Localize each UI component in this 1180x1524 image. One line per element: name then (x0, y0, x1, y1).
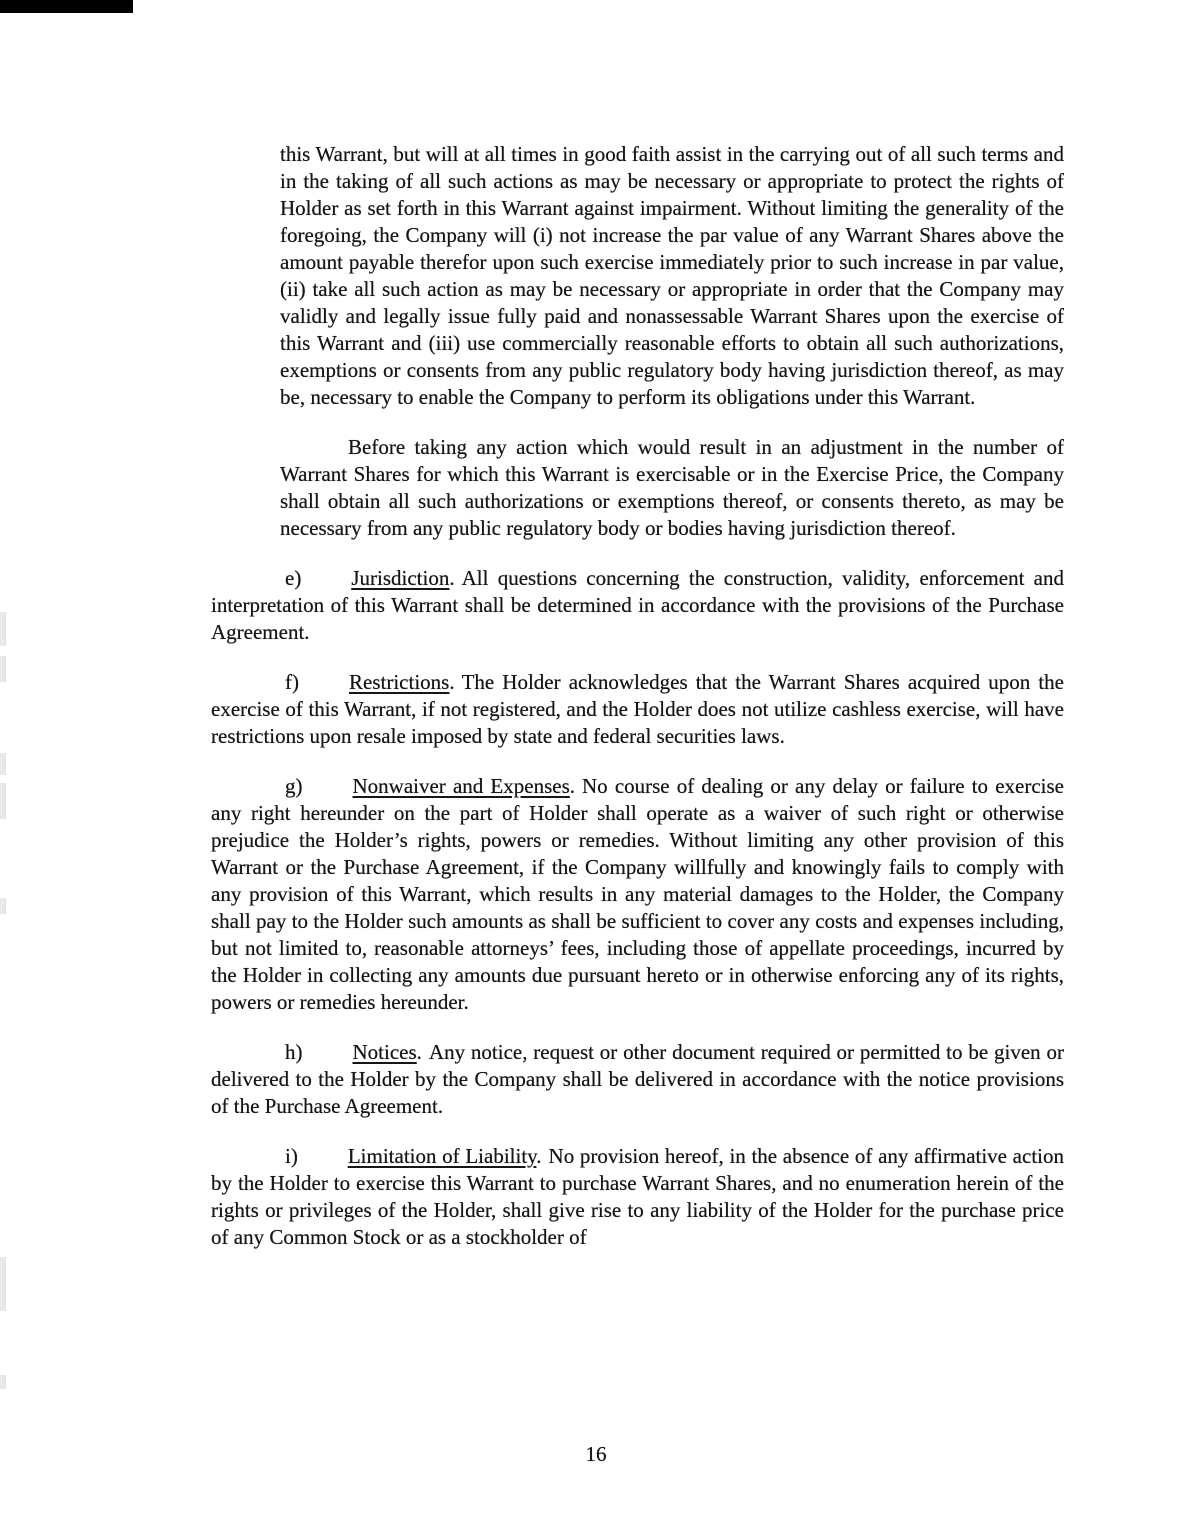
section-limitation-of-liability (211, 1143, 1064, 1251)
section-heading: Nonwaiver and Expenses (352, 774, 570, 798)
paragraph-text: this Warrant, but will at all times in good faith assist in the carrying out of all such terms and in the taking of all such actions as may be necessary or appropriate to protect the rights of Holder as set forth in this Warrant against impairment. Without limiting the generality of the foregoing, the Company will (i) not increase the par value of any Warrant Shares above the amount payable therefor upon such exercise immediately prior to such increase in par value, (ii) take all such action as may be necessary or appropriate in order that the Company may validly and legally issue fully paid and nonassessable Warrant Shares upon the exercise of this Warrant and (iii) use commercially reasonable efforts to obtain all such authorizations, exemptions or consents from any public regulatory body having jurisdiction thereof, as may be, necessary to enable the Company to perform its obligations under this Warrant. (280, 142, 1064, 409)
section-body: All questions concerning the construction, validity, enforcement and interpretation of this Warrant shall be determined in accordance with the provisions of the Purchase Agreement. (211, 566, 1064, 644)
section-punct: . (449, 566, 455, 590)
section-body: No course of dealing or any delay or failure to exercise any right hereunder on the part of Holder shall operate as a waiver of such right or otherwise prejudice the Holder’s rights, powers or remedies. Without limiting any other provision of this Warrant or the Purchase Agreement, if the Company willfully and knowingly fails to comply with any provision of this Warrant, which results in any material damages to the Holder, the Company shall pay to the Holder such amounts as shall be sufficient to cover any costs and expenses including, but not limited to, reasonable attorneys’ fees, including those of appellate proceedings, incurred by the Holder in collecting any amounts due pursuant hereto or in otherwise enforcing any of its rights, powers or remedies hereunder. (211, 774, 1064, 1014)
scan-artifact-edge-mark (0, 1375, 6, 1389)
document-body (211, 141, 1064, 1274)
section-heading: Jurisdiction (351, 566, 450, 590)
paragraph-continuation (280, 141, 1064, 411)
section-nonwaiver-and-expenses (211, 773, 1064, 1016)
section-letter: e) (285, 566, 302, 590)
scan-artifact-edge-mark (0, 656, 6, 682)
section-restrictions (211, 669, 1064, 750)
section-punct: . (536, 1144, 542, 1168)
section-body: The Holder acknowledges that the Warrant Shares acquired upon the exercise of this Warrant, if not registered, and the Holder does not utilize cashless exercise, will have restrictions upon resale imposed by state and federal securities laws. (211, 670, 1064, 748)
section-punct: . (569, 774, 575, 798)
scan-artifact-edge-mark (0, 783, 6, 819)
section-letter: g) (285, 774, 303, 798)
paragraph-before-taking (280, 434, 1064, 542)
scan-artifact-top-bar (0, 0, 133, 13)
scan-artifact-edge-mark (0, 612, 6, 646)
section-heading: Restrictions (349, 670, 450, 694)
section-letter: h) (285, 1040, 303, 1064)
scan-artifact-edge-mark (0, 1257, 6, 1311)
page-number: 16 (585, 1442, 607, 1466)
section-heading: Limitation of Liability (347, 1144, 537, 1168)
scan-artifact-edge-mark (0, 753, 6, 775)
section-body: Any notice, request or other document required or permitted to be given or delivered to the Holder by the Company shall be delivered in accordance with the notice provisions of the Purchase Agreement. (211, 1040, 1064, 1118)
section-heading: Notices (352, 1040, 417, 1064)
section-jurisdiction (211, 565, 1064, 646)
section-letter: i) (285, 1144, 298, 1168)
section-body: No provision hereof, in the absence of any affirmative action by the Holder to exercise this Warrant to purchase Warrant Shares, and no enumeration herein of the rights or privileges of the Holder, shall give rise to any liability of the Holder for the purchase price of any Common Stock or as a stockholder of (211, 1144, 1064, 1249)
paragraph-text: Before taking any action which would result in an adjustment in the number of Warrant Shares for which this Warrant is exercisable or in the Exercise Price, the Company shall obtain all such authorizations or exemptions thereof, or consents thereto, as may be necessary from any public regulatory body or bodies having jurisdiction thereof. (280, 435, 1064, 540)
section-notices (211, 1039, 1064, 1120)
section-punct: . (449, 670, 455, 694)
section-punct: . (416, 1040, 422, 1064)
scan-artifact-edge-mark (0, 898, 6, 914)
section-letter: f) (285, 670, 299, 694)
